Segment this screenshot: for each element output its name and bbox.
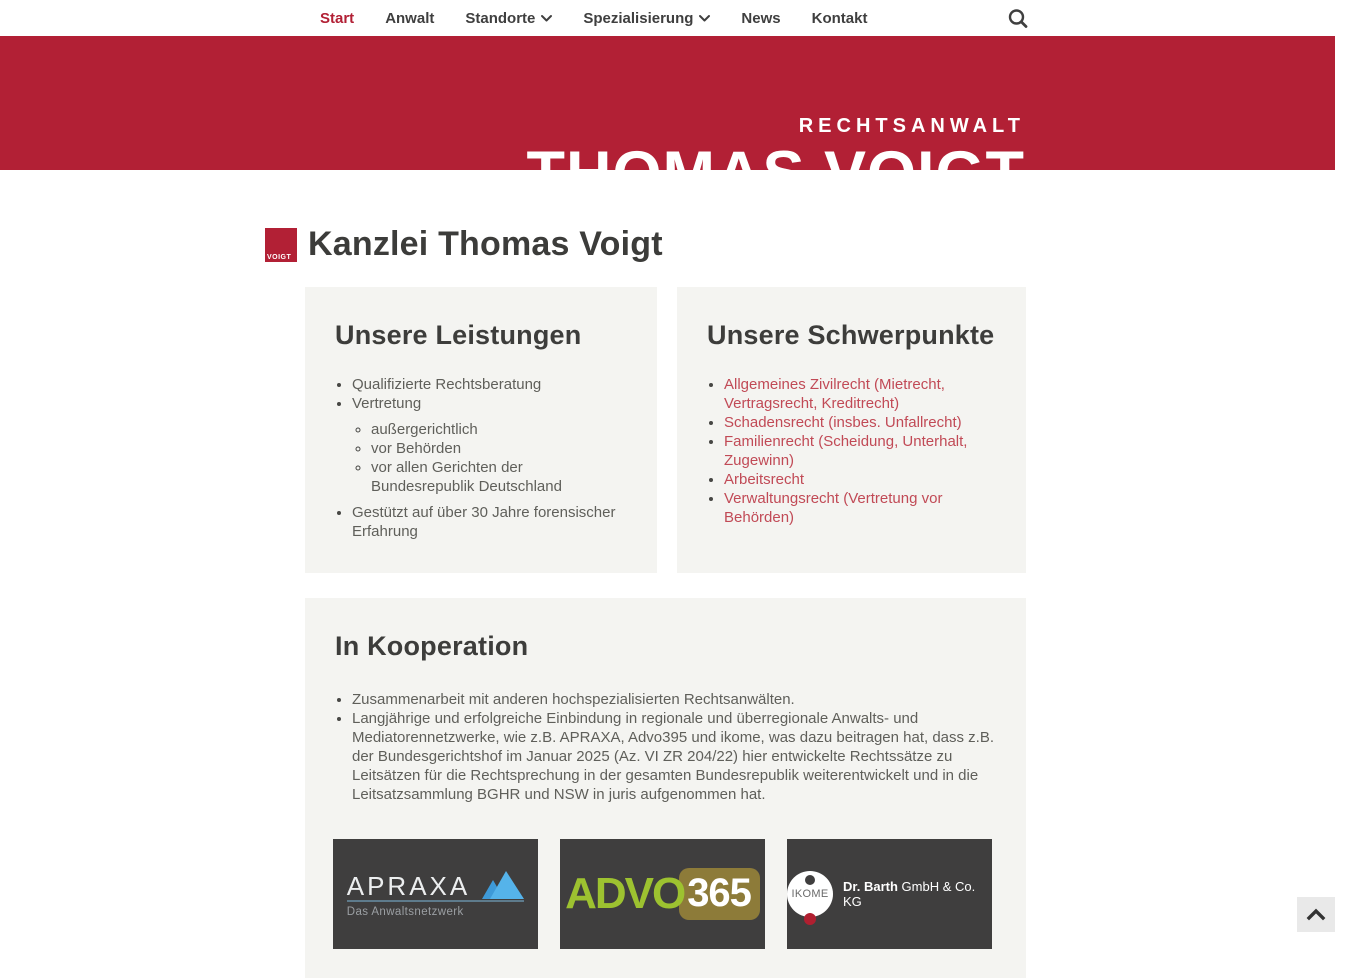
nav-item-label: Start bbox=[320, 9, 355, 27]
partner-logo-ikome[interactable] bbox=[787, 839, 992, 949]
schwerpunkt-link-schadensrecht[interactable]: Schadensrecht (insbes. Unfallrecht) bbox=[724, 414, 962, 431]
list-item: • Langjährige und erfolgreiche Einbindung in regionale und überregionale Anwalts- und Mediatorennetzwerke, wie z.B. APRAXA, Advo395 und ikome, was dazu beitragen hat, dass z.B. der Bundesgerichtshof im Januar 2025 (Az. VI ZR 204/22) hier entwickelte Rechtssätze zu Leitsätzen für die Rechtsprechung in der gesamten Bundesrepublik weiterentwickelt und in die Leitsatzsammlung BGHR und NSW in juris aufgenommen hat. bbox=[352, 709, 996, 804]
list-item: • Qualifizierte Rechtsberatung bbox=[352, 375, 627, 394]
ikome-company-name bbox=[843, 879, 992, 909]
schwerpunkte-list bbox=[707, 375, 996, 527]
leistungen-sub-list bbox=[352, 420, 627, 496]
list-item: ◦ außergerichtlich bbox=[371, 420, 627, 439]
nav-menu bbox=[320, 0, 867, 36]
nav-item-label: Standorte bbox=[465, 9, 536, 27]
nav-item-anwalt[interactable] bbox=[385, 10, 434, 27]
partner-logos-row bbox=[333, 839, 996, 949]
list-item bbox=[724, 432, 996, 470]
schwerpunkt-link-zivilrecht[interactable]: Allgemeines Zivilrecht (Mietrecht, Vertragsrecht, Kreditrecht) bbox=[724, 376, 945, 412]
kooperation-title: In Kooperation bbox=[335, 631, 529, 661]
info-boxes-row bbox=[305, 287, 1026, 573]
list-item: ◦ vor allen Gerichten der Bundesrepublik Deutschland bbox=[371, 458, 627, 496]
ikome-circle bbox=[787, 871, 833, 917]
nav-item-start[interactable] bbox=[320, 10, 354, 27]
schwerpunkt-link-verwaltungsrecht[interactable]: Verwaltungsrecht (Vertretung vor Behörden) bbox=[724, 490, 943, 526]
list-item bbox=[724, 489, 996, 527]
advo365-badge-365: 365 bbox=[679, 868, 760, 920]
partner-logo-advo365[interactable] bbox=[560, 839, 765, 949]
leistungen-title: Unsere Leistungen bbox=[335, 320, 582, 350]
apraxa-name: APRAXA bbox=[346, 870, 471, 901]
mountain-icon bbox=[478, 871, 524, 899]
ikome-circle-label: IKOME bbox=[791, 888, 829, 900]
scroll-to-top-button[interactable] bbox=[1297, 897, 1335, 932]
hero-banner bbox=[0, 36, 1335, 209]
list-item bbox=[724, 470, 996, 489]
leistungen-box bbox=[305, 287, 657, 573]
banner-title: THOMAS VOIGT bbox=[526, 139, 1025, 209]
schwerpunkte-title: Unsere Schwerpunkte bbox=[707, 320, 995, 350]
schwerpunkt-link-familienrecht[interactable]: Familienrecht (Scheidung, Unterhalt, Zugewinn) bbox=[724, 433, 968, 469]
nav-item-label: Anwalt bbox=[385, 9, 435, 27]
advo365-logo bbox=[565, 868, 760, 920]
apraxa-logo bbox=[347, 871, 525, 918]
leistungen-list bbox=[335, 375, 627, 541]
ikome-top-dot-icon bbox=[805, 875, 815, 885]
nav-item-label: Kontakt bbox=[811, 9, 868, 27]
nav-item-standorte[interactable] bbox=[465, 10, 552, 27]
search-icon bbox=[1007, 8, 1029, 30]
page-header bbox=[265, 225, 663, 264]
kooperation-box bbox=[305, 598, 1026, 978]
voigt-logo bbox=[265, 228, 297, 262]
schwerpunkt-link-arbeitsrecht[interactable]: Arbeitsrecht bbox=[724, 471, 805, 488]
chevron-down-icon bbox=[699, 15, 710, 22]
list-item bbox=[724, 413, 996, 432]
kooperation-list bbox=[335, 690, 996, 804]
list-item bbox=[352, 394, 627, 496]
partner-logo-apraxa[interactable] bbox=[333, 839, 538, 949]
banner-eyebrow: RECHTSANWALT bbox=[798, 115, 1025, 137]
nav-item-spezialisierung[interactable] bbox=[583, 10, 710, 27]
schwerpunkte-box bbox=[677, 287, 1026, 573]
ikome-company-bold: Dr. Barth bbox=[843, 879, 898, 894]
voigt-logo-text: VOIGT bbox=[267, 253, 292, 261]
ikome-logo bbox=[787, 871, 992, 917]
nav-item-kontakt[interactable] bbox=[812, 10, 868, 27]
list-item: ◦ vor Behörden bbox=[371, 439, 627, 458]
top-navigation bbox=[0, 0, 1350, 36]
list-item-text: Vertretung bbox=[352, 395, 422, 412]
nav-item-news[interactable] bbox=[741, 10, 780, 27]
nav-item-label: News bbox=[741, 9, 781, 27]
page-title: Kanzlei Thomas Voigt bbox=[308, 225, 663, 263]
banner-text-block bbox=[526, 115, 1026, 209]
search-button[interactable] bbox=[1004, 5, 1032, 33]
list-item: • Gestützt auf über 30 Jahre forensischer Erfahrung bbox=[352, 503, 627, 541]
list-item: • Zusammenarbeit mit anderen hochspezialisierten Rechtsanwälten. bbox=[352, 690, 996, 709]
ikome-company-rest: GmbH & Co. KG bbox=[843, 879, 976, 909]
advo365-text-advo: ADVO bbox=[565, 869, 685, 918]
ikome-bottom-dot-icon bbox=[804, 913, 816, 925]
apraxa-subtitle: Das Anwaltsnetzwerk bbox=[346, 905, 464, 918]
nav-item-label: Spezialisierung bbox=[583, 9, 694, 27]
list-item bbox=[724, 375, 996, 413]
chevron-up-icon bbox=[1307, 909, 1325, 920]
chevron-down-icon bbox=[541, 15, 552, 22]
